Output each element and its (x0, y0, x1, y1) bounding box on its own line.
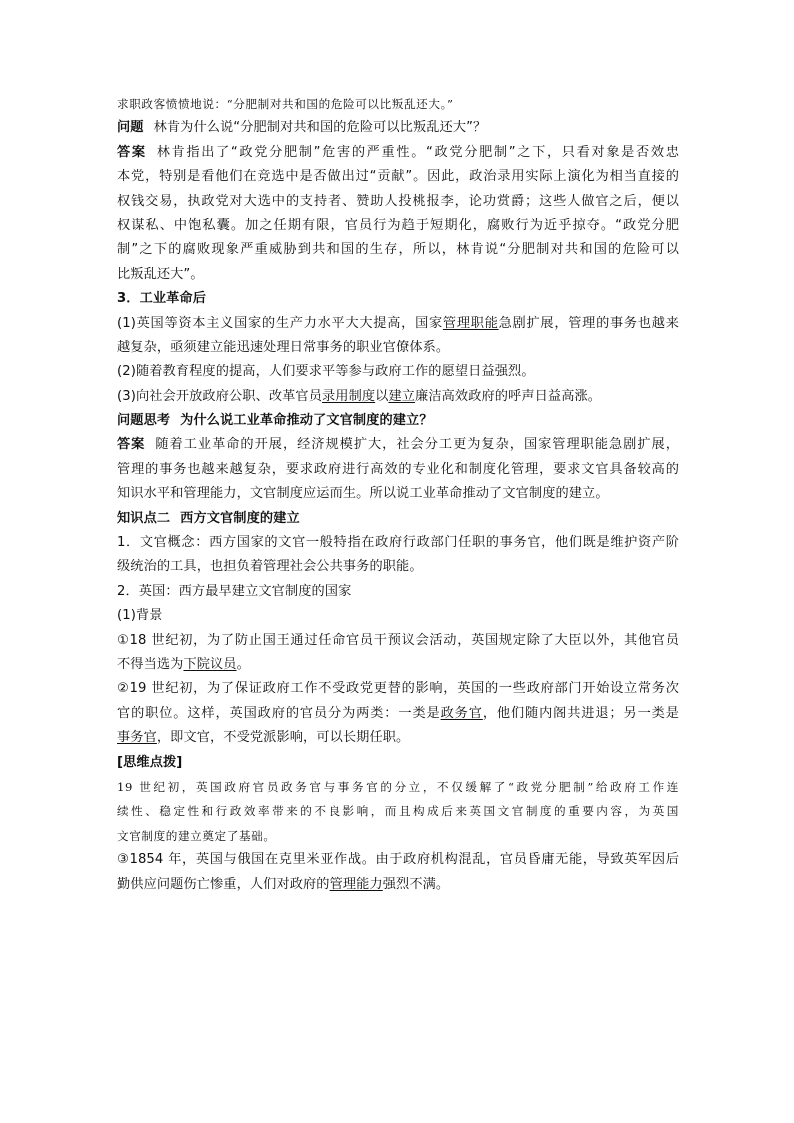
thinking-tip-line-3: 文官制度的建立奠定了基础。 (117, 828, 276, 843)
point-1-line-2: 越复杂，亟须建立能迅速处理日常事务的职业官僚体系。 (117, 339, 450, 355)
circle-3-line-2 (117, 873, 679, 897)
definition-line-1: 1．文官概念：西方国家的文官一般特指在政府行政部门任职的事务官，他们既是维护资产阶 (117, 535, 679, 551)
knowledge-title: 西方文官制度的建立 (180, 510, 300, 526)
answer-1-line-6: 比叛乱还大”。 (117, 266, 204, 282)
point-1-line-1 (117, 312, 679, 336)
text-segment: ，他们随内阁共进退；另一类是 (482, 705, 679, 721)
answer-2-line-2: 管理的事务也越来越复杂，要求政府进行高效的专业化和制度化管理，要求文官具备较高的 (117, 461, 679, 477)
background-heading: (1)背景 (117, 608, 163, 624)
circle-1-line-1: ①18 世纪初，为了防止国王通过任命官员干预议会活动，英国规定除了大臣以外，其他官员 (117, 632, 679, 648)
underlined-term: 管理职能 (442, 315, 499, 331)
underlined-term: 政务官 (440, 705, 483, 721)
knowledge-point-2 (117, 507, 679, 531)
underlined-term: 管理能力 (329, 876, 383, 892)
thinking-tip-label: [思维点拨] (117, 754, 183, 770)
answer-1-line-3: 权钱交易，执政党对大选中的支持者、赞助人投桃报李，论功赏爵；这些人做官之后，便以 (117, 193, 679, 209)
text-segment: 官的职位。这样，英国政府的官员分为两类：一类是 (117, 705, 441, 721)
quote-line: 求职政客愤愤地说：“分肥制对共和国的危险可以比叛乱还大。” (117, 97, 454, 111)
answer-2-line-3: 知识水平和管理能力，文官制度应运而生。所以说工业革命推动了文官制度的建立。 (117, 486, 609, 502)
text-segment: 急剧扩展，管理的事务也越来 (498, 315, 679, 331)
underlined-term: 录用制度 (322, 388, 376, 404)
answer-text: 随着工业革命的开展，经济规模扩大，社会分工更为复杂，国家管理职能急剧扩展， (155, 437, 679, 453)
underlined-term: 下院议员 (183, 656, 237, 672)
answer-1-line-4: 权谋私、中饱私囊。加之任期有限，官员行为趋于短期化，腐败行为近乎掠夺。“政党分肥 (117, 217, 679, 233)
circle-2-line-3 (117, 726, 679, 750)
question-text: 为什么说工业革命推动了文官制度的建立？ (180, 413, 433, 429)
text-segment: 廉洁高效政府的呼声日益高涨。 (415, 388, 602, 404)
answer-text: 林肯指出了“政党分肥制”危害的严重性。“政党分肥制”之下，只看对象是否效忠 (156, 144, 680, 160)
document-page (117, 92, 679, 897)
circle-1-line-2 (117, 653, 679, 677)
section-heading-3: 3．工业革命后 (117, 291, 207, 307)
point-3 (117, 385, 679, 409)
text-segment: 。 (236, 656, 250, 672)
question-label: 问题思考 (117, 413, 171, 429)
question-text: 林肯为什么说“分肥制对共和国的危险可以比叛乱还大”？ (153, 120, 487, 136)
answer-label: 答案 (117, 144, 147, 160)
text-segment: (1)英国等资本主义国家的生产力水平大大提高，国家 (117, 315, 443, 331)
circle-2-line-1: ②19 世纪初，为了保证政府工作不受政党更替的影响，英国的一些政府部门开始设立常务次 (117, 681, 679, 697)
question-label: 问题 (117, 120, 144, 136)
text-segment: (3)向社会开放政府公职、改革官员 (117, 388, 323, 404)
question-1 (117, 116, 679, 140)
circle-2-line-2 (117, 702, 679, 726)
thinking-tip-line-2: 续性、稳定性和行政效率带来的不良影响，而且构成后来英国文官制度的重要内容，为英国 (117, 804, 679, 819)
underlined-term: 建立 (388, 388, 416, 404)
text-segment: 强烈不满。 (382, 876, 450, 892)
question-2 (117, 409, 679, 433)
definition-line-2: 级统治的工具，也担负着管理社会公共事务的职能。 (117, 559, 423, 575)
point-2: (2)随着教育程度的提高，人们要求平等参与政府工作的愿望日益强烈。 (117, 364, 535, 380)
text-segment: 以 (375, 388, 389, 404)
text-segment: 不得当选为 (117, 656, 184, 672)
answer-1-line-2: 本党，特别是看他们在竞选中是否做出过“贡献”。因此，政治录用实际上演化为相当直接的 (117, 169, 679, 185)
answer-2-line-1 (117, 433, 679, 457)
knowledge-label: 知识点二 (117, 510, 171, 526)
answer-label: 答案 (117, 437, 146, 453)
circle-3-line-1: ③1854 年，英国与俄国在克里米亚作战。由于政府机构混乱，官员昏庸无能，导致英军因后 (117, 852, 679, 868)
answer-1-line-5: 制”之下的腐败现象严重威胁到共和国的生存，所以，林肯说“分肥制对共和国的危险可以 (117, 242, 679, 258)
text-segment: 勤供应问题伤亡惨重，人们对政府的 (117, 876, 330, 892)
thinking-tip-line-1: 19 世纪初，英国政府官员政务官与事务官的分立，不仅缓解了“政党分肥制”给政府工作连 (117, 779, 679, 794)
answer-1-line-1 (117, 141, 679, 165)
text-segment: ，即文官，不受党派影响，可以长期任职。 (156, 730, 410, 746)
section-britain: 2．英国：西方最早建立文官制度的国家 (117, 583, 352, 599)
underlined-term: 事务官 (117, 730, 157, 746)
